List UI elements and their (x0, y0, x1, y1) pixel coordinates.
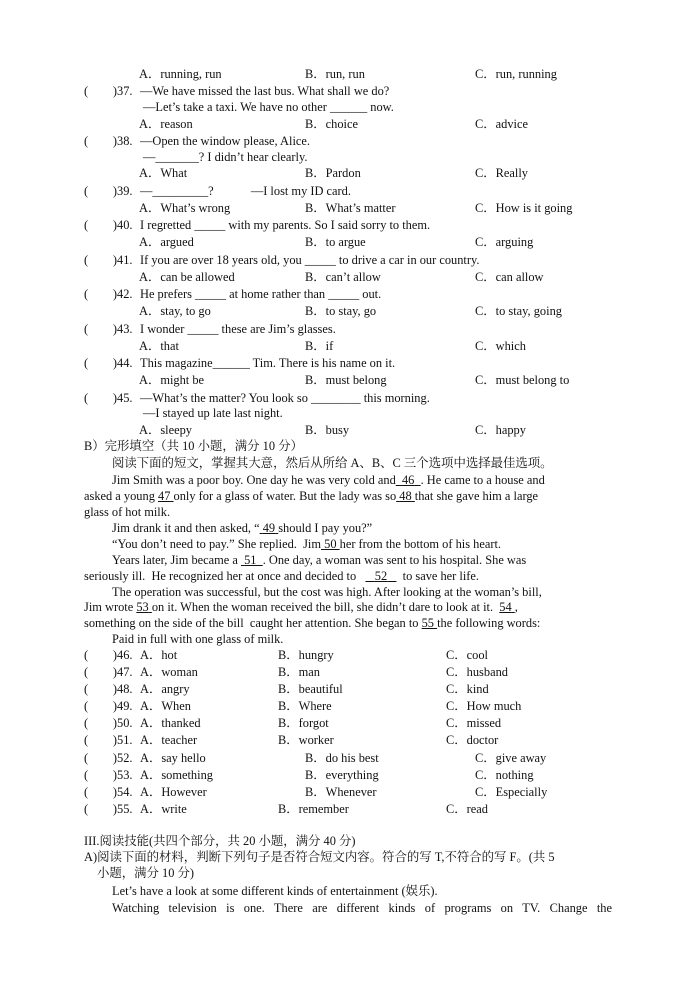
cloze-passage-line: Jim wrote 53 on it. When the woman received the bill, she didn’t dare to look at it. 54 , (84, 600, 518, 614)
q39-option-b: B．What’s matter (305, 201, 396, 215)
q45-option-c: C．happy (475, 423, 526, 437)
q48-option-a: A．angry (140, 682, 190, 696)
blank-53: 53 (136, 600, 149, 614)
q55-number: ( )55. (84, 802, 133, 816)
reading-a-instruction-cont: 小题，满分 10 分) (97, 866, 195, 880)
cloze-passage-line: “You don’t need to pay.” She replied. Jim 50 her from the bottom of his heart. (112, 537, 502, 551)
q47-option-b: B．man (278, 665, 320, 679)
q37-option-c: C．advice (475, 117, 528, 131)
cloze-passage-line: glass of hot milk. (84, 505, 171, 519)
blank-51: 51 (244, 553, 257, 567)
q42-stem: He prefers _____ at home rather than _____ out. (140, 287, 382, 301)
q46-option-c: C．cool (446, 648, 488, 662)
q50-option-c: C．missed (446, 716, 502, 730)
blank-49: 49 (262, 521, 276, 535)
q42-option-a: A．stay, to go (139, 304, 211, 318)
q37-number: ( )37. (84, 84, 133, 98)
q38-stem: —Open the window please, Alice. (140, 134, 310, 148)
q40-option-c: C．arguing (475, 235, 534, 249)
q52-number: ( )52. (84, 751, 133, 765)
q38-reply: —_______? I didn’t hear clearly. (143, 150, 308, 164)
q40-option-a: A．argued (139, 235, 194, 249)
q53-option-b: B．everything (305, 768, 379, 782)
q45-stem: —What’s the matter? You look so ________ this morning. (140, 391, 430, 405)
q39-stem: —_________? —I lost my ID card. (140, 184, 351, 198)
q51-option-a: A．teacher (140, 733, 198, 747)
q44-stem: This magazine______ Tim. There is his name on it. (140, 356, 396, 370)
cloze-passage-line: asked a young 47 only for a glass of water. But the lady was so 48 that she gave him a large (84, 489, 539, 503)
cloze-passage-line: Years later, Jim became a 51 . One day, a woman was sent to his hospital. She was (112, 553, 527, 567)
q46-option-b: B．hungry (278, 648, 334, 662)
q41-option-b: B．can’t allow (305, 270, 381, 284)
q37-reply: —Let’s take a taxi. We have no other ______ now. (143, 100, 394, 114)
q52-option-b: B．do his best (305, 751, 379, 765)
q43-stem: I wonder _____ these are Jim’s glasses. (140, 322, 336, 336)
q46-option-a: A．hot (140, 648, 178, 662)
reading-passage-line: Watching television is one. There are different kinds of programs on TV. Change the (112, 901, 612, 915)
cloze-passage-line: seriously ill. He recognized her at once and decided to 52 to save her life. (84, 569, 480, 583)
cloze-heading: B）完形填空（共 10 小题，满分 10 分） (84, 439, 303, 453)
q38-option-b: B．Pardon (305, 166, 361, 180)
q41-option-a: A．can be allowed (139, 270, 235, 284)
q36-option-a: A．running, run (139, 67, 222, 81)
q36-option-b: B．run, run (305, 67, 365, 81)
q52-option-c: C．give away (475, 751, 547, 765)
q43-option-c: C．which (475, 339, 526, 353)
q55-option-c: C．read (446, 802, 488, 816)
blank-46: 46 (401, 473, 415, 487)
q49-option-b: B．Where (278, 699, 332, 713)
q53-option-c: C．nothing (475, 768, 534, 782)
cloze-passage-line: Jim Smith was a poor boy. One day he was very cold and 46 . He came to a house and (112, 473, 545, 487)
blank-48: 48 (399, 489, 412, 503)
q37-option-a: A．reason (139, 117, 193, 131)
q41-number: ( )41. (84, 253, 133, 267)
q51-option-b: B．worker (278, 733, 334, 747)
q53-number: ( )53. (84, 768, 133, 782)
blank-50: 50 (324, 537, 337, 551)
q42-option-b: B．to stay, go (305, 304, 377, 318)
q38-option-c: C．Really (475, 166, 528, 180)
q36-option-c: C．run, running (475, 67, 557, 81)
q50-option-a: A．thanked (140, 716, 201, 730)
q48-option-c: C．kind (446, 682, 489, 696)
q42-number: ( )42. (84, 287, 133, 301)
blank-54: 54 (499, 600, 512, 614)
cloze-instruction: 阅读下面的短文，掌握其大意，然后从所给 A、B、C 三个选项中选择最佳选项。 (112, 456, 553, 470)
q47-number: ( )47. (84, 665, 133, 679)
q54-number: ( )54. (84, 785, 133, 799)
q55-option-b: B．remember (278, 802, 349, 816)
q50-option-b: B．forgot (278, 716, 329, 730)
q43-number: ( )43. (84, 322, 133, 336)
q39-option-a: A．What’s wrong (139, 201, 231, 215)
cloze-passage-line: Jim drank it and then asked, “ 49 should I pay you?” (112, 521, 373, 535)
q45-reply: —I stayed up late last night. (143, 406, 283, 420)
q44-option-b: B．must belong (305, 373, 387, 387)
q43-option-a: A．that (139, 339, 179, 353)
reading-a-instruction: A)阅读下面的材料，判断下列句子是否符合短文内容。符合的写 T,不符合的写 F。(共 5 (84, 850, 555, 864)
q51-option-c: C．doctor (446, 733, 499, 747)
q47-option-a: A．woman (140, 665, 198, 679)
q39-number: ( )39. (84, 184, 133, 198)
q45-number: ( )45. (84, 391, 133, 405)
q39-option-c: C．How is it going (475, 201, 573, 215)
q49-number: ( )49. (84, 699, 133, 713)
cloze-passage-line: The operation was successful, but the cost was high. After looking at the woman’s bill, (112, 585, 542, 599)
q40-stem: I regretted _____ with my parents. So I said sorry to them. (140, 218, 431, 232)
q41-option-c: C．can allow (475, 270, 544, 284)
q44-option-c: C．must belong to (475, 373, 570, 387)
q54-option-a: A．However (140, 785, 207, 799)
q48-number: ( )48. (84, 682, 133, 696)
q52-option-a: A．say hello (140, 751, 206, 765)
reading-heading: III.阅读技能(共四个部分，共 20 小题，满分 40 分) (84, 834, 356, 848)
reading-passage-line: Let’s have a look at some different kinds of entertainment (娱乐). (112, 884, 438, 898)
q38-option-a: A．What (139, 166, 188, 180)
q45-option-b: B．busy (305, 423, 350, 437)
q48-option-b: B．beautiful (278, 682, 343, 696)
q40-number: ( )40. (84, 218, 133, 232)
q49-option-c: C．How much (446, 699, 522, 713)
blank-55: 55 (421, 616, 434, 630)
q51-number: ( )51. (84, 733, 133, 747)
q54-option-c: C．Especially (475, 785, 548, 799)
q37-stem: —We have missed the last bus. What shall we do? (140, 84, 390, 98)
q45-option-a: A．sleepy (139, 423, 192, 437)
q46-number: ( )46. (84, 648, 133, 662)
q54-option-b: B．Whenever (305, 785, 377, 799)
blank-52: 52 (374, 569, 388, 583)
cloze-passage-line: Paid in full with one glass of milk. (112, 632, 284, 646)
q43-option-b: B．if (305, 339, 334, 353)
q40-option-b: B．to argue (305, 235, 366, 249)
q38-number: ( )38. (84, 134, 133, 148)
q37-option-b: B．choice (305, 117, 358, 131)
q44-option-a: A．might be (139, 373, 205, 387)
blank-47: 47 (158, 489, 171, 503)
q42-option-c: C．to stay, going (475, 304, 562, 318)
q49-option-a: A．When (140, 699, 191, 713)
q55-option-a: A．write (140, 802, 187, 816)
cloze-passage-line: something on the side of the bill caught her attention. She began to 55 the following words: (84, 616, 541, 630)
q44-number: ( )44. (84, 356, 133, 370)
q41-stem: If you are over 18 years old, you _____ to drive a car in our country. (140, 253, 480, 267)
q53-option-a: A．something (140, 768, 213, 782)
q50-number: ( )50. (84, 716, 133, 730)
q47-option-c: C．husband (446, 665, 508, 679)
